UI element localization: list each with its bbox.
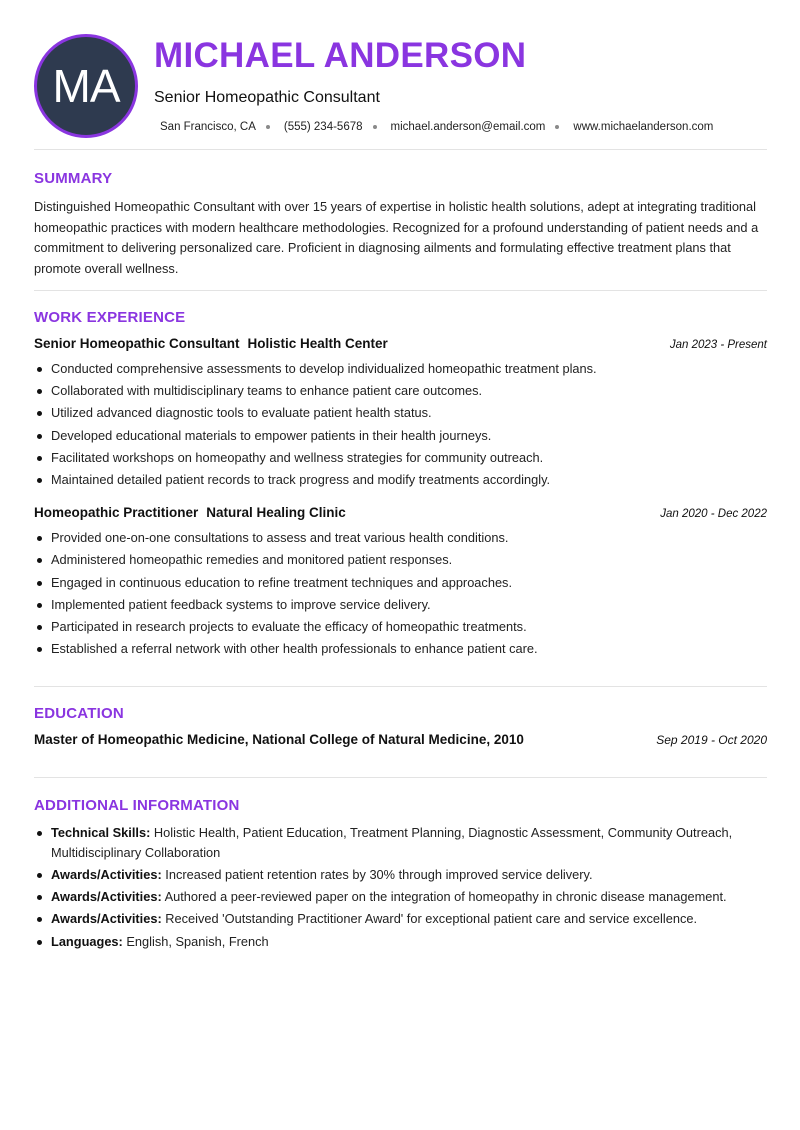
additional-item-label: Awards/Activities:	[51, 910, 162, 926]
education-degree: Master of Homeopathic Medicine, National College of Natural Medicine, 2010	[34, 732, 524, 747]
job-title	[34, 505, 346, 520]
contact-separator	[266, 125, 270, 129]
education-dates: Sep 2019 - Oct 2020	[656, 733, 767, 747]
job-entry	[34, 336, 767, 491]
education-section	[34, 687, 767, 778]
job-dates: Jan 2023 - Present	[669, 339, 767, 351]
job-header	[34, 336, 767, 351]
additional-item-label: Awards/Activities:	[51, 888, 162, 904]
contact-phone[interactable]: (555) 234-5678	[283, 121, 363, 133]
contact-bar	[160, 121, 767, 133]
job-bullet: Participated in research projects to evaluate the efficacy of homeopathic treatments.	[34, 616, 767, 638]
job-company: Natural Healing Clinic	[206, 505, 346, 521]
job-bullet: Provided one-on-one consultations to assess and treat various health conditions.	[34, 527, 767, 549]
job-company: Holistic Health Center	[247, 336, 388, 351]
section-title-work-experience: WORK EXPERIENCE	[34, 309, 186, 326]
summary-section	[34, 150, 767, 291]
additional-item	[34, 932, 767, 952]
job-bullet: Facilitated workshops on homeopathy and wellness strategies for community outreach.	[34, 447, 767, 469]
job-bullet: Collaborated with multidisciplinary teams to enhance patient care outcomes.	[34, 380, 767, 402]
work-experience-section	[34, 291, 767, 687]
additional-item-text: Increased patient retention rates by 30% through improved service delivery.	[165, 866, 593, 882]
additional-item-text: Holistic Health, Patient Education, Treatment Planning, Diagnostic Assessment, Community Outreach, Multidisciplinary Collaboration	[51, 825, 733, 860]
additional-item	[34, 887, 767, 907]
contact-email[interactable]: michael.anderson@email.com	[390, 121, 546, 133]
additional-item-text: Authored a peer-reviewed paper on the integration of homeopathy in chronic disease management.	[164, 888, 727, 904]
job-bullet: Implemented patient feedback systems to improve service delivery.	[34, 594, 767, 616]
additional-list	[34, 823, 767, 952]
job-bullet: Established a referral network with other health professionals to enhance patient care.	[34, 638, 767, 660]
job-bullet: Engaged in continuous education to refine treatment techniques and approaches.	[34, 572, 767, 594]
contact-website[interactable]: www.michaelanderson.com	[573, 121, 714, 133]
job-header	[34, 505, 767, 520]
additional-item	[34, 909, 767, 929]
job-bullet: Maintained detailed patient records to track progress and modify treatments accordingly.	[34, 469, 767, 491]
section-title-education: EDUCATION	[34, 705, 124, 722]
resume-header	[34, 0, 767, 150]
additional-item-label: Technical Skills:	[51, 825, 151, 840]
job-entry	[34, 505, 767, 660]
candidate-role: Senior Homeopathic Consultant	[154, 89, 380, 106]
job-bullet: Conducted comprehensive assessments to develop individualized homeopathic treatment plans.	[34, 358, 767, 380]
job-dates: Jan 2020 - Dec 2022	[660, 508, 767, 521]
additional-item-text: Received 'Outstanding Practitioner Award' for exceptional patient care and service excellence.	[165, 910, 698, 926]
additional-item	[34, 823, 767, 862]
job-bullet: Utilized advanced diagnostic tools to evaluate patient health status.	[34, 402, 767, 424]
additional-item-text: English, Spanish, French	[126, 934, 269, 949]
job-bullet: Developed educational materials to empower patients in their health journeys.	[34, 425, 767, 447]
job-bullet: Administered homeopathic remedies and monitored patient responses.	[34, 549, 767, 571]
section-title-summary: SUMMARY	[34, 170, 113, 187]
job-position: Senior Homeopathic Consultant	[34, 336, 240, 351]
education-entry	[34, 732, 767, 747]
additional-information-section	[34, 778, 767, 952]
section-title-additional-information: ADDITIONAL INFORMATION	[34, 797, 240, 814]
contact-separator	[555, 125, 559, 129]
job-bullets	[34, 358, 767, 491]
job-bullets	[34, 527, 767, 660]
avatar: MA	[34, 34, 138, 138]
additional-item-label: Languages:	[51, 934, 123, 949]
job-position: Homeopathic Practitioner	[34, 505, 199, 521]
additional-item	[34, 865, 767, 885]
contact-separator	[373, 125, 377, 129]
additional-item-label: Awards/Activities:	[51, 866, 162, 882]
summary-text: Distinguished Homeopathic Consultant with over 15 years of expertise in holistic health solutions, adept at integrating traditional homeopathic practices with modern healthcare methodologies. Recognized for a profound understanding of patient needs and a commitment to delivering personalized care. Proficient in diagnosing ailments and formulating effective treatment plans that promote overall wellness.	[34, 199, 759, 276]
contact-location: San Francisco, CA	[160, 121, 256, 133]
candidate-name: MICHAEL ANDERSON	[154, 36, 527, 75]
job-title	[34, 336, 388, 351]
